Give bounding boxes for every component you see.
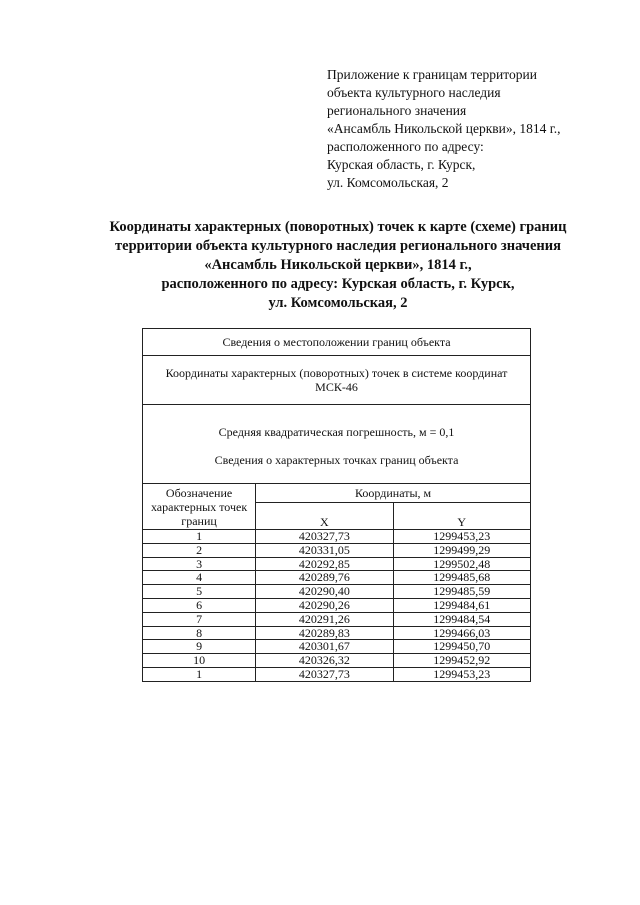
table-body [143, 530, 531, 682]
x-coordinate-cell: 420290,40 [256, 585, 393, 599]
points-header: Сведения о характерных точках границ объекта [214, 453, 459, 467]
x-coordinate-cell: 420326,32 [256, 654, 393, 668]
col-x-header: X [256, 503, 393, 530]
appendix-note [327, 66, 561, 192]
table-row [143, 612, 531, 626]
point-number-cell: 5 [143, 585, 256, 599]
col-y-header: Y [393, 503, 531, 530]
x-coordinate-cell: 420327,73 [256, 530, 393, 544]
point-number-cell: 9 [143, 640, 256, 654]
coord-system-header [143, 356, 531, 405]
y-coordinate-cell: 1299485,68 [393, 571, 531, 585]
title-line: территории объекта культурного наследия регионального значения [115, 238, 561, 254]
point-number-cell: 1 [143, 530, 256, 544]
title-line: «Ансамбль Никольской церкви», 1814 г., [204, 257, 472, 273]
coord-system-text: Координаты характерных (поворотных) точек в системе координат МСК-46 [165, 366, 508, 394]
col-coordinates-header: Координаты, м [256, 484, 531, 503]
y-coordinate-cell: 1299450,70 [393, 640, 531, 654]
table-row [143, 585, 531, 599]
y-coordinate-cell: 1299484,54 [393, 612, 531, 626]
table-row [143, 667, 531, 681]
x-coordinate-cell: 420291,26 [256, 612, 393, 626]
y-coordinate-cell: 1299466,03 [393, 626, 531, 640]
y-coordinate-cell: 1299452,92 [393, 654, 531, 668]
table-row [143, 626, 531, 640]
x-coordinate-cell: 420289,76 [256, 571, 393, 585]
table-row [143, 654, 531, 668]
col-designation-header: Обозначение характерных точек границ [143, 484, 256, 530]
table-row [143, 571, 531, 585]
y-coordinate-cell: 1299453,23 [393, 667, 531, 681]
point-number-cell: 3 [143, 557, 256, 571]
x-coordinate-cell: 420327,73 [256, 667, 393, 681]
table-row [143, 543, 531, 557]
title-line: расположенного по адресу: Курская область, г. Курск, [161, 276, 515, 292]
x-coordinate-cell: 420292,85 [256, 557, 393, 571]
appendix-line: расположенного по адресу: [327, 139, 484, 154]
table-row [143, 598, 531, 612]
section-header: Сведения о местоположении границ объекта [143, 329, 531, 356]
x-coordinate-cell: 420289,83 [256, 626, 393, 640]
appendix-line: Курская область, г. Курск, [327, 157, 476, 172]
accuracy-text: Средняя квадратическая погрешность, м = 0,1 [218, 425, 455, 439]
y-coordinate-cell: 1299502,48 [393, 557, 531, 571]
title-line: ул. Комсомольская, 2 [268, 295, 408, 311]
y-coordinate-cell: 1299453,23 [393, 530, 531, 544]
point-number-cell: 8 [143, 626, 256, 640]
x-coordinate-cell: 420331,05 [256, 543, 393, 557]
y-coordinate-cell: 1299484,61 [393, 598, 531, 612]
appendix-line: «Ансамбль Никольской церкви», 1814 г., [327, 121, 561, 136]
appendix-line: объекта культурного наследия [327, 85, 501, 100]
accuracy-block [143, 405, 531, 484]
table-row [143, 530, 531, 544]
point-number-cell: 6 [143, 598, 256, 612]
point-number-cell: 1 [143, 667, 256, 681]
document-title [60, 218, 616, 313]
appendix-line: ул. Комсомольская, 2 [327, 175, 449, 190]
x-coordinate-cell: 420301,67 [256, 640, 393, 654]
y-coordinate-cell: 1299499,29 [393, 543, 531, 557]
table-row [143, 640, 531, 654]
x-coordinate-cell: 420290,26 [256, 598, 393, 612]
appendix-line: регионального значения [327, 103, 467, 118]
point-number-cell: 4 [143, 571, 256, 585]
title-line: Координаты характерных (поворотных) точек к карте (схеме) границ [109, 219, 567, 235]
table-row [143, 557, 531, 571]
point-number-cell: 10 [143, 654, 256, 668]
appendix-line: Приложение к границам территории [327, 67, 537, 82]
point-number-cell: 2 [143, 543, 256, 557]
point-number-cell: 7 [143, 612, 256, 626]
y-coordinate-cell: 1299485,59 [393, 585, 531, 599]
coordinates-table [142, 328, 531, 682]
